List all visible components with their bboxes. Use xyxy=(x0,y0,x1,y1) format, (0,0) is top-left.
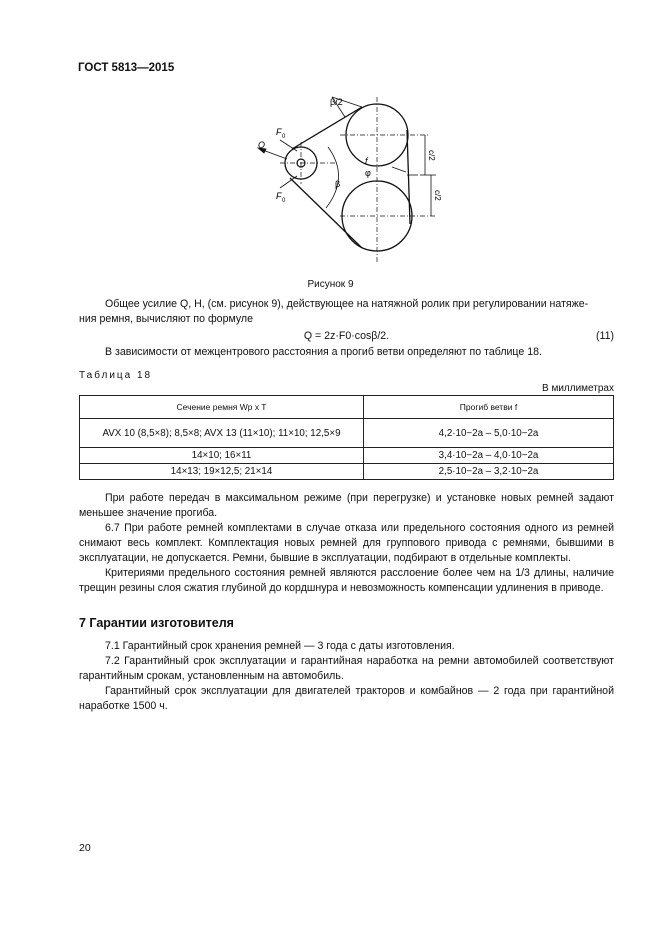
figure-caption: Рисунок 9 xyxy=(307,279,354,290)
svg-text:0: 0 xyxy=(282,134,286,140)
belt-right xyxy=(407,130,410,224)
paragraph-6-7: 6.7 При работе ремней комплектами в случае отказа или предельного состояния одного из ремней снимают весь комплект. Комплектация новых ремней для группового привода с ремнями, бывшими в эксплуатации, не допускается. Ремни, бывшие в эксплуатации, подбирают в отдельные комплекты. xyxy=(79,522,614,564)
svg-text:F: F xyxy=(276,127,282,137)
table-header-row xyxy=(80,396,614,419)
svg-text:F: F xyxy=(276,191,282,201)
cell-section: 14×10; 16×11 xyxy=(80,448,364,464)
svg-text:c/2: c/2 xyxy=(433,190,442,201)
cell-section: AVX 10 (8,5×8); 8,5×8; AVX 13 (11×10); 11×10; 12,5×9 xyxy=(80,419,364,448)
svg-text:β/2: β/2 xyxy=(330,97,343,107)
formula-expression: Q = 2z·F0·cosβ/2. xyxy=(303,330,390,342)
formula-11 xyxy=(79,330,614,345)
paragraph-tractors: Гарантийный срок эксплуатации для двигателей тракторов и комбайнов — 2 года при гарантийной наработке 1500 ч. xyxy=(79,685,614,712)
svg-text:0: 0 xyxy=(282,198,286,204)
table-18 xyxy=(79,395,614,480)
belt-upper xyxy=(292,107,362,149)
paragraph-7-1: 7.1 Гарантийный срок хранения ремней — 3 года с даты изготовления. xyxy=(105,640,455,652)
svg-text:c/2: c/2 xyxy=(427,150,436,161)
belt-drive-figure xyxy=(240,92,460,272)
table-row xyxy=(80,464,614,480)
table-row xyxy=(80,448,614,464)
cell-deflection: 2,5·10−2a – 3,2·10−2a xyxy=(364,464,614,480)
page-number: 20 xyxy=(79,842,91,854)
label-Q: Q xyxy=(258,140,266,150)
table-label: Таблица 18 xyxy=(79,370,153,381)
paragraph-7-2: 7.2 Гарантийный срок эксплуатации и гарантийная наработка на ремни автомобилей соответствуют гарантийным срокам, установленным на автомобиль. xyxy=(79,655,614,682)
paragraph-force-line2: ния ремня, вычисляют по формуле xyxy=(79,313,254,325)
paragraph-deflection-ref: В зависимости от межцентрового расстояния a прогиб ветви определяют по таблице 18. xyxy=(105,346,542,358)
formula-number: (11) xyxy=(595,330,614,342)
belt-lower xyxy=(290,178,362,248)
paragraph-limit-state: Критериями предельного состояния ремней являются расслоение более чем на 1/3 длины, наличие трещин резины слоя сжатия глубиной до кордшнура и невозможность компенсации удлинения в приводе. xyxy=(79,567,614,594)
svg-text:β: β xyxy=(335,179,341,189)
cell-section: 14×13; 19×12,5; 21×14 xyxy=(80,464,364,480)
table-row xyxy=(80,419,614,448)
svg-text:φ: φ xyxy=(365,168,371,178)
cell-deflection: 3,4·10−2a – 4,0·10−2a xyxy=(364,448,614,464)
table-units: В миллиметрах xyxy=(542,383,614,394)
section-heading-7: 7 Гарантии изготовителя xyxy=(79,616,234,630)
col-header-deflection: Прогиб ветви f xyxy=(364,396,614,419)
paragraph-overload: При работе передач в максимальном режиме (при перегрузке) и установке новых ремней задают меньшее значение прогиба. xyxy=(79,492,614,519)
document-header: ГОСТ 5813—2015 xyxy=(78,62,175,74)
col-header-section: Сечение ремня Wp x T xyxy=(80,396,364,419)
svg-text:f: f xyxy=(365,156,368,166)
paragraph-force-line1: Общее усилие Q, H, (см. рисунок 9), действующее на натяжной ролик при регулировании натяже- xyxy=(105,298,589,310)
cell-deflection: 4,2·10−2a – 5,0·10−2a xyxy=(364,419,614,448)
